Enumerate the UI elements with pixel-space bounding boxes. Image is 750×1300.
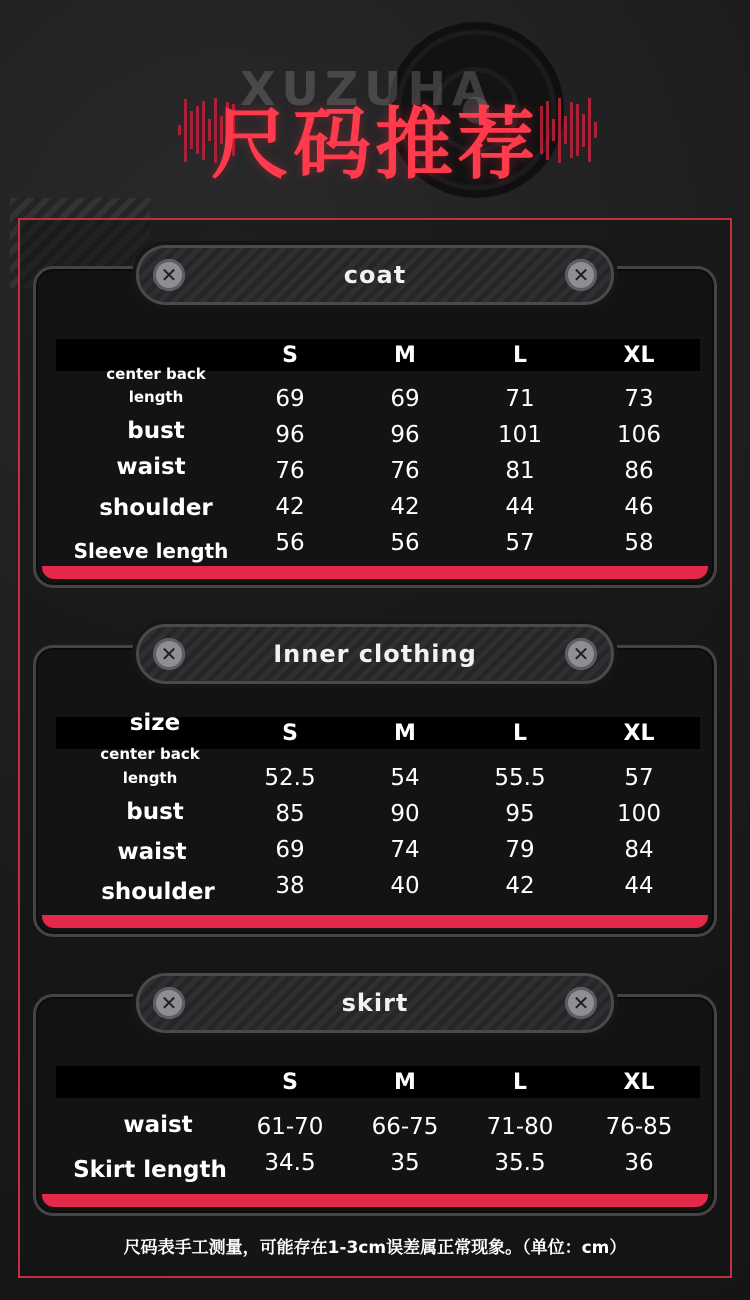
row-label-center-back-length: center back length — [100, 745, 200, 787]
cell: 44 — [505, 494, 535, 520]
size-label: size — [129, 710, 181, 736]
size-header-m: M — [394, 1070, 416, 1095]
cell: 106 — [617, 422, 661, 448]
cell: 69 — [275, 386, 305, 412]
skirt-title: skirt — [341, 989, 409, 1017]
cell: 84 — [624, 837, 654, 863]
inner-clothing-card — [33, 645, 717, 937]
row-label-center-back-length: center back length — [106, 365, 206, 406]
cell: 69 — [390, 386, 420, 412]
cell: 69 — [275, 837, 305, 863]
row-label-shoulder: shoulder — [101, 879, 215, 905]
size-header-xl: XL — [623, 1070, 655, 1095]
coat-title: coat — [343, 261, 407, 289]
cell: 44 — [624, 873, 654, 899]
inner-clothing-title: Inner clothing — [273, 640, 477, 668]
close-icon[interactable]: ✕ — [565, 638, 597, 670]
cell: 55.5 — [494, 765, 546, 791]
close-icon[interactable]: ✕ — [153, 638, 185, 670]
cell: 34.5 — [264, 1150, 316, 1176]
size-header-xl: XL — [623, 343, 655, 368]
cell: 86 — [624, 458, 654, 484]
size-header-xl: XL — [623, 721, 655, 746]
size-header-m: M — [394, 721, 416, 746]
cell: 73 — [624, 386, 654, 412]
cell: 96 — [275, 422, 305, 448]
brand-watermark: XUZUHA — [240, 62, 494, 116]
card-accent-bar — [42, 1194, 708, 1207]
row-label-skirt-length: Skirt length — [73, 1157, 227, 1183]
cell: 96 — [390, 422, 420, 448]
cell: 57 — [505, 530, 535, 556]
cell: 57 — [624, 765, 654, 791]
close-icon[interactable]: ✕ — [565, 259, 597, 291]
cell: 81 — [505, 458, 535, 484]
cell: 95 — [505, 801, 535, 827]
inner-clothing-tab — [136, 624, 614, 684]
cell: 42 — [505, 873, 535, 899]
cell: 76 — [275, 458, 305, 484]
size-header-l: L — [512, 1070, 528, 1095]
row-label-waist: waist — [117, 839, 187, 865]
cell: 52.5 — [264, 765, 316, 791]
row-label-sleeve-length: Sleeve length — [73, 539, 229, 563]
cell: 56 — [275, 530, 305, 556]
cell: 46 — [624, 494, 654, 520]
cell: 35.5 — [494, 1150, 546, 1176]
coat-tab — [136, 245, 614, 305]
header — [0, 0, 750, 210]
cell: 76 — [390, 458, 420, 484]
cell: 42 — [390, 494, 420, 520]
size-header-m: M — [394, 343, 416, 368]
cell: 90 — [390, 801, 420, 827]
row-label-bust: bust — [126, 799, 184, 825]
close-icon[interactable]: ✕ — [565, 987, 597, 1019]
cell: 40 — [390, 873, 420, 899]
row-label-bust: bust — [127, 418, 185, 444]
cell: 79 — [505, 837, 535, 863]
row-label-waist: waist — [123, 1112, 193, 1138]
size-header-s: S — [282, 343, 298, 368]
size-header-l: L — [512, 721, 528, 746]
cell: 54 — [390, 765, 420, 791]
coat-card — [33, 266, 717, 588]
cell: 38 — [275, 873, 305, 899]
close-icon[interactable]: ✕ — [153, 259, 185, 291]
card-accent-bar — [42, 566, 708, 579]
row-label-waist: waist — [116, 454, 186, 480]
skirt-tab — [136, 973, 614, 1033]
cell: 85 — [275, 801, 305, 827]
cell: 74 — [390, 837, 420, 863]
cell: 36 — [624, 1150, 654, 1176]
size-header-s: S — [282, 721, 298, 746]
measurement-note: 尺码表手工测量，可能存在1-3cm误差属正常现象。（单位：cm） — [123, 1238, 627, 1258]
cell: 58 — [624, 530, 654, 556]
cell: 56 — [390, 530, 420, 556]
cell: 100 — [617, 801, 661, 827]
row-label-shoulder: shoulder — [99, 495, 213, 521]
cell: 35 — [390, 1150, 420, 1176]
cell: 101 — [498, 422, 542, 448]
cell: 71 — [505, 386, 535, 412]
cell: 76-85 — [605, 1114, 673, 1140]
size-header-s: S — [282, 1070, 298, 1095]
size-header-l: L — [512, 343, 528, 368]
card-accent-bar — [42, 915, 708, 928]
cell: 61-70 — [256, 1114, 324, 1140]
close-icon[interactable]: ✕ — [153, 987, 185, 1019]
cell: 42 — [275, 494, 305, 520]
page-title: 尺码推荐 — [210, 100, 539, 190]
cell: 71-80 — [486, 1114, 554, 1140]
cell: 66-75 — [371, 1114, 439, 1140]
